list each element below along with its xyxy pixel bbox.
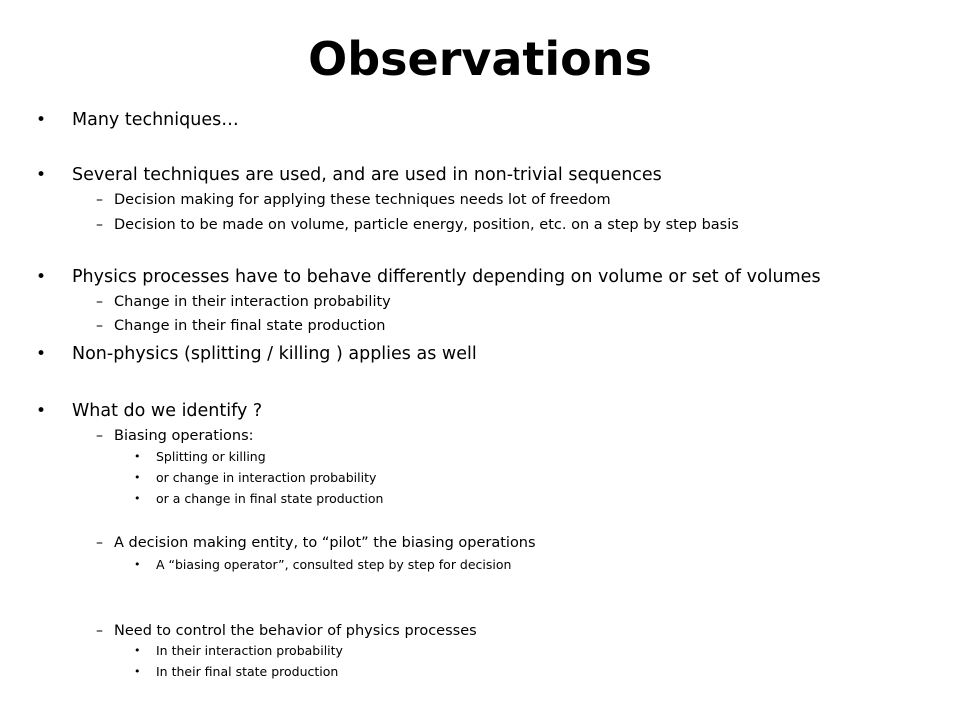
sub-bullet-line: – Change in their interaction probability xyxy=(114,292,391,312)
bullet-line: • Non-physics (splitting / killing ) applies as well xyxy=(72,342,477,366)
sub-bullet-line: – A decision making entity, to “pilot” the biasing operations xyxy=(114,533,536,553)
sub-bullet-line: – Change in their final state production xyxy=(114,316,385,336)
sub-sub-bullet-line: • A “biasing operator”, consulted step by step for decision xyxy=(156,556,511,574)
sub-sub-bullet-line: • or change in interaction probability xyxy=(156,469,376,487)
sub-bullet-line: – Biasing operations: xyxy=(114,426,254,446)
bullet-line: • Several techniques are used, and are used in non-trivial sequences xyxy=(72,163,662,187)
bullet-line: • What do we identify ? xyxy=(72,399,262,423)
sub-bullet-line: – Decision making for applying these techniques needs lot of freedom xyxy=(114,190,611,210)
sub-sub-bullet-line: • or a change in final state production xyxy=(156,490,383,508)
bullet-line: • Many techniques… xyxy=(72,108,239,132)
sub-sub-bullet-line: • In their interaction probability xyxy=(156,642,343,660)
sub-bullet-line: – Need to control the behavior of physics processes xyxy=(114,621,477,641)
sub-bullet-line: – Decision to be made on volume, particle energy, position, etc. on a step by step basis xyxy=(114,215,739,235)
sub-sub-bullet-line: • In their final state production xyxy=(156,663,338,681)
bullet-line: • Physics processes have to behave differently depending on volume or set of volumes xyxy=(72,265,821,289)
slide-title: Observations xyxy=(308,32,652,86)
sub-sub-bullet-line: • Splitting or killing xyxy=(156,448,266,466)
